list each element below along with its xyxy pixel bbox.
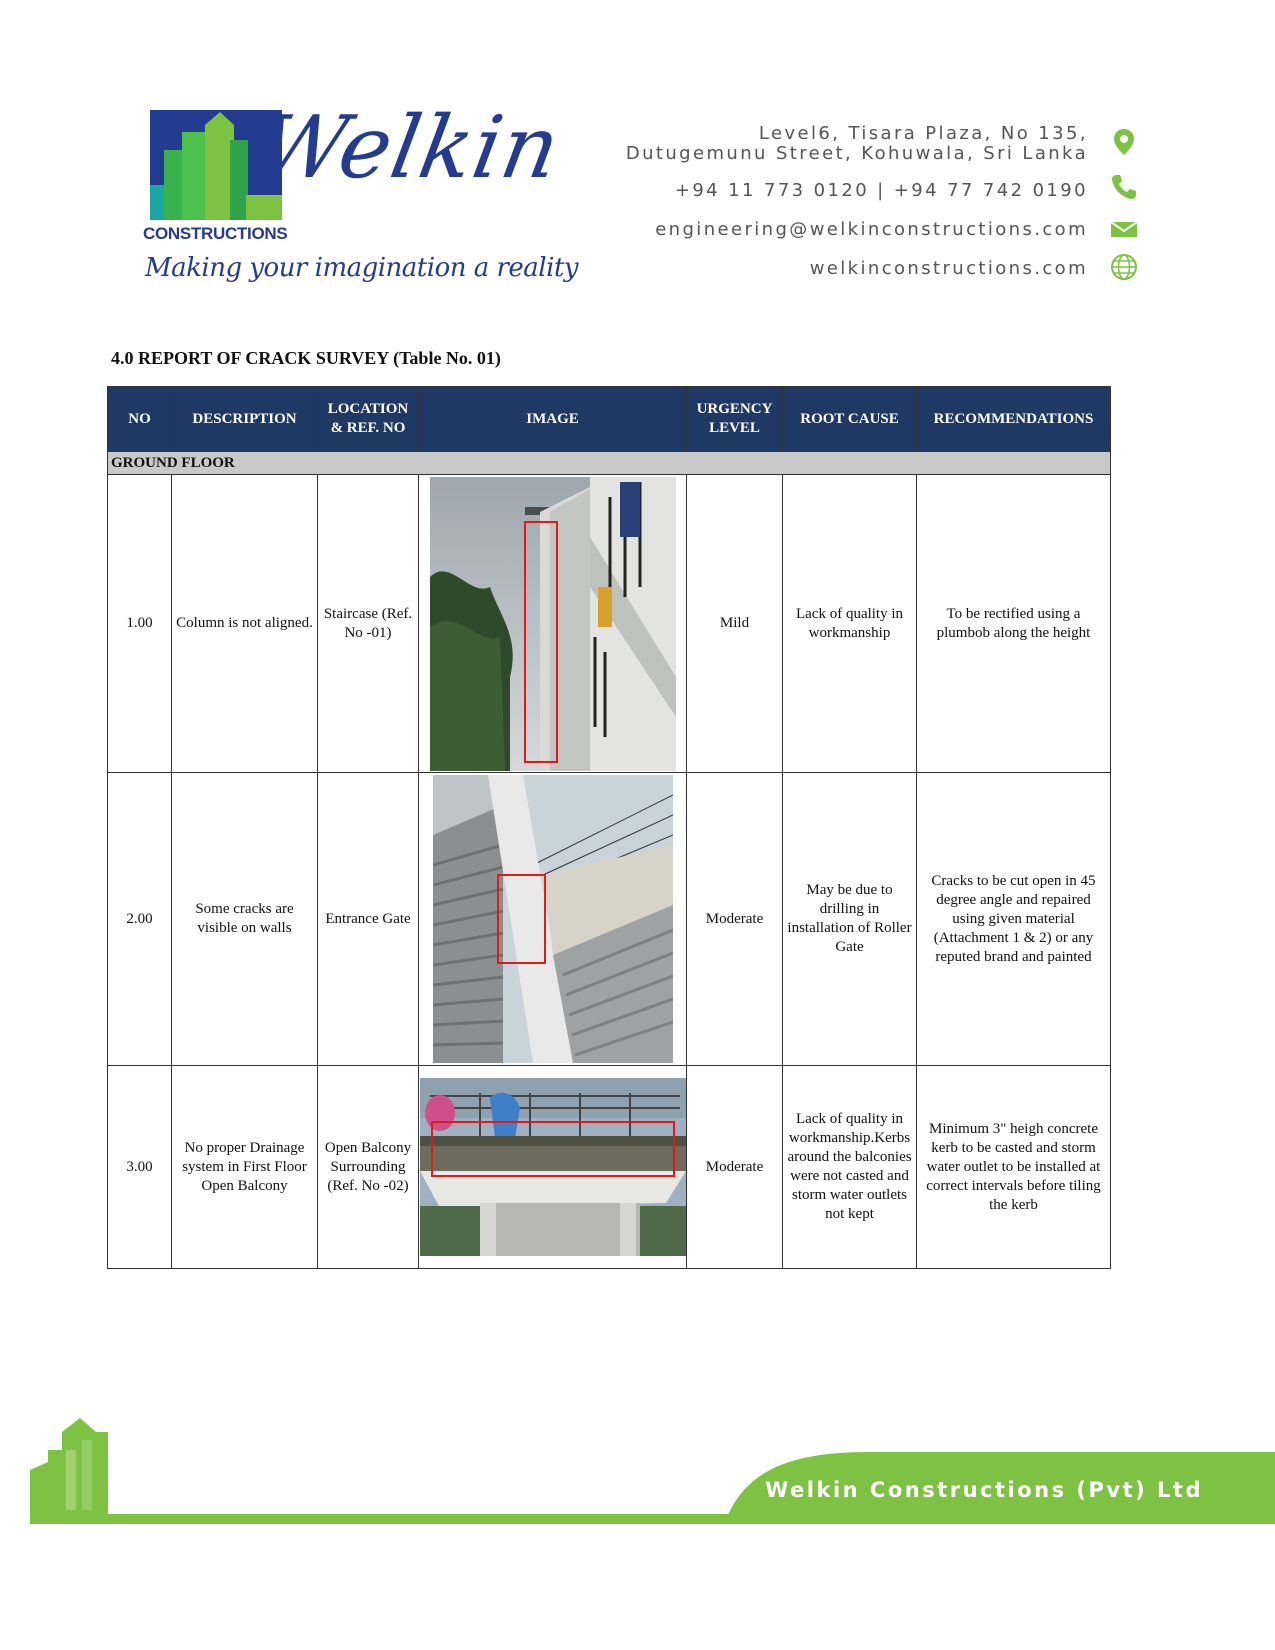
row-root-cause: Lack of quality in workmanship.Kerbs around the balconies were not casted and storm water outlets not kept: [783, 1066, 917, 1269]
row-recommendation: Cracks to be cut open in 45 degree angle and repaired using given material (Attachment 1 & 2) or any reputed brand and painted: [917, 773, 1111, 1066]
website-link[interactable]: welkinconstructions.com: [809, 258, 1088, 279]
phone-number: +94 11 773 0120 | +94 77 742 0190: [674, 180, 1088, 201]
row-root-cause: Lack of quality in workmanship: [783, 475, 917, 773]
address-line-1: Level6, Tisara Plaza, No 135,: [758, 123, 1088, 144]
email-icon: [1109, 214, 1139, 244]
row-no: 3.00: [108, 1066, 172, 1269]
brand-subtitle: CONSTRUCTIONS: [143, 224, 288, 243]
footer-skyline-icon: [0, 1410, 1275, 1540]
row-urgency: Mild: [687, 475, 783, 773]
table-row: [108, 475, 1111, 773]
row-no: 1.00: [108, 475, 172, 773]
footer-company-name: Welkin Constructions (Pvt) Ltd: [765, 1478, 1203, 1502]
tagline: Making your imagination a reality: [145, 253, 579, 283]
col-header-no: NO: [108, 387, 172, 452]
row-image: [419, 1066, 687, 1269]
row-image: [419, 475, 687, 773]
row-image: [419, 773, 687, 1066]
row-recommendation: To be rectified using a plumbob along the height: [917, 475, 1111, 773]
crack-survey-table: [107, 386, 1111, 1269]
gate-wall-photo: [433, 775, 673, 1063]
col-header-root-cause: ROOT CAUSE: [783, 387, 917, 452]
section-row: [108, 452, 1111, 475]
col-header-urgency: URGENCY LEVEL: [687, 387, 783, 452]
page-footer: [0, 1410, 1275, 1540]
section-label: GROUND FLOOR: [108, 452, 1111, 475]
brand-word: Welkin: [249, 98, 568, 198]
row-urgency: Moderate: [687, 773, 783, 1066]
col-header-recommendations: RECOMMENDATIONS: [917, 387, 1111, 452]
row-no: 2.00: [108, 773, 172, 1066]
row-urgency: Moderate: [687, 1066, 783, 1269]
contact-block: [488, 120, 1088, 290]
address-line-2: Dutugemunu Street, Kohuwala, Sri Lanka: [625, 143, 1088, 164]
location-pin-icon: [1109, 127, 1139, 157]
table-header-row: [108, 387, 1111, 452]
row-recommendation: Minimum 3" heigh concrete kerb to be casted and storm water outlet to be installed at correct intervals before tiling the kerb: [917, 1066, 1111, 1269]
row-description: Column is not aligned.: [172, 475, 318, 773]
row-location: Open Balcony Surrounding (Ref. No -02): [318, 1066, 419, 1269]
col-header-location: LOCATION & REF. NO: [318, 387, 419, 452]
column-photo: [430, 477, 676, 771]
globe-icon: [1109, 252, 1139, 282]
col-header-description: DESCRIPTION: [172, 387, 318, 452]
company-logo: [140, 98, 579, 308]
row-description: No proper Drainage system in First Floor Open Balcony: [172, 1066, 318, 1269]
row-location: Staircase (Ref. No -01): [318, 475, 419, 773]
email-link[interactable]: engineering@welkinconstructions.com: [655, 219, 1088, 240]
phone-icon: [1109, 172, 1139, 202]
table-row: [108, 1066, 1111, 1269]
balcony-photo: [420, 1078, 686, 1256]
row-root-cause: May be due to drilling in installation of Roller Gate: [783, 773, 917, 1066]
row-location: Entrance Gate: [318, 773, 419, 1066]
col-header-image: IMAGE: [419, 387, 687, 452]
table-row: [108, 773, 1111, 1066]
row-description: Some cracks are visible on walls: [172, 773, 318, 1066]
report-title: 4.0 REPORT OF CRACK SURVEY (Table No. 01): [111, 348, 501, 368]
